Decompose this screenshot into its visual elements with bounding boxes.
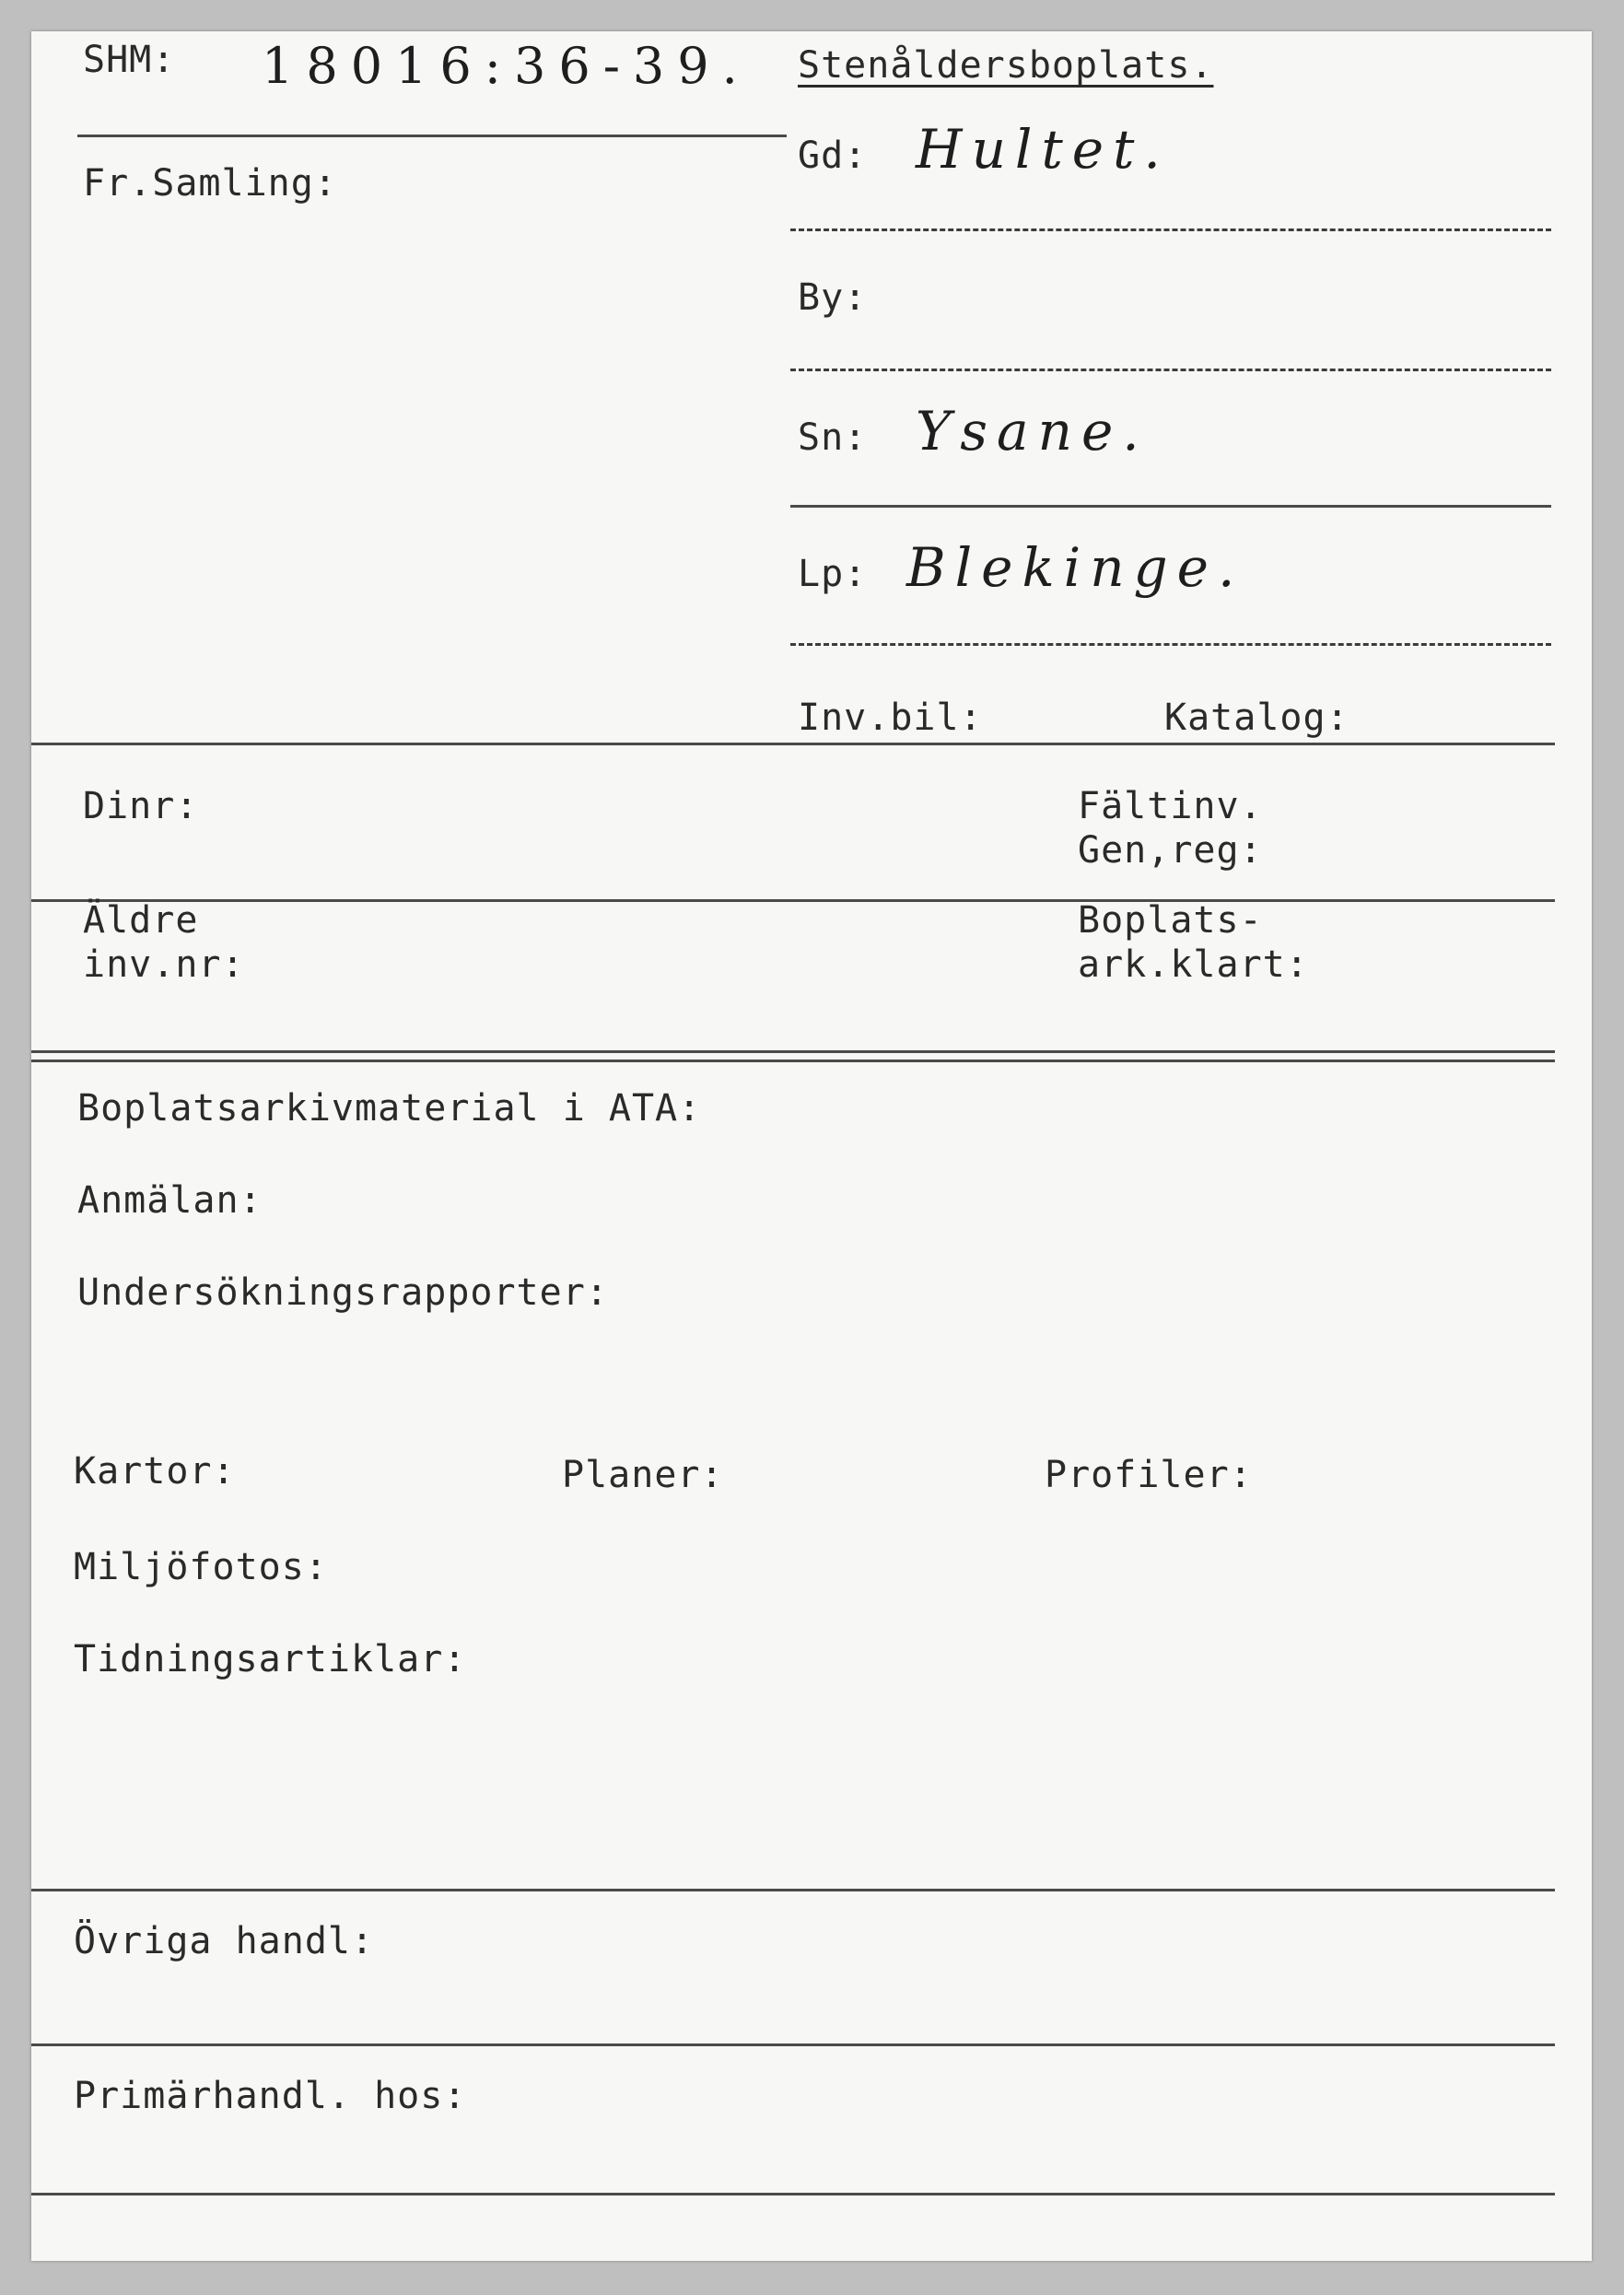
site-type-title: Stenåldersboplats. bbox=[798, 44, 1214, 87]
index-card bbox=[31, 31, 1592, 2261]
undersokning-label: Undersökningsrapporter: bbox=[77, 1271, 609, 1314]
archive-heading: Boplatsarkivmaterial i ATA: bbox=[77, 1087, 702, 1130]
sn-label: Sn: bbox=[798, 416, 868, 459]
gd-line bbox=[790, 228, 1551, 231]
anmalan-label: Anmälan: bbox=[77, 1179, 263, 1222]
boplats-label-1: Boplats- bbox=[1078, 899, 1263, 942]
aldre-label-2: inv.nr: bbox=[83, 943, 245, 986]
shm-label: SHM: bbox=[83, 39, 176, 81]
section-divider-4 bbox=[31, 1889, 1555, 1891]
dinr-label: Dinr: bbox=[83, 785, 199, 827]
section-divider-2 bbox=[31, 899, 1555, 902]
planer-label: Planer: bbox=[562, 1454, 724, 1496]
kartor-label: Kartor: bbox=[74, 1450, 236, 1493]
section-divider-6 bbox=[31, 2193, 1555, 2195]
sn-value: Ysane. bbox=[916, 400, 1149, 463]
tidningsartiklar-label: Tidningsartiklar: bbox=[74, 1638, 467, 1680]
section-divider-3a bbox=[31, 1050, 1555, 1053]
ovriga-label: Övriga handl: bbox=[74, 1920, 375, 1962]
lp-line bbox=[790, 643, 1551, 646]
katalog-label: Katalog: bbox=[1164, 697, 1349, 739]
gd-label: Gd: bbox=[798, 135, 868, 177]
by-line bbox=[790, 369, 1551, 371]
aldre-label-1: Äldre bbox=[83, 899, 199, 942]
sn-line bbox=[790, 505, 1551, 508]
lp-label: Lp: bbox=[798, 553, 868, 595]
primar-label: Primärhandl. hos: bbox=[74, 2075, 467, 2117]
fr-samling-label: Fr.Samling: bbox=[83, 162, 337, 205]
gd-value: Hultet. bbox=[916, 118, 1170, 181]
lp-value: Blekinge. bbox=[906, 536, 1244, 599]
boplats-label-2: ark.klart: bbox=[1078, 943, 1309, 986]
shm-value: 18016:36-39. bbox=[262, 37, 751, 95]
section-divider-1 bbox=[31, 743, 1555, 745]
section-divider-5 bbox=[31, 2043, 1555, 2046]
section-divider-3b bbox=[31, 1060, 1555, 1062]
by-label: By: bbox=[798, 276, 868, 319]
header-divider bbox=[77, 135, 787, 137]
genreg-label: Gen,reg: bbox=[1078, 829, 1263, 872]
miljofotos-label: Miljöfotos: bbox=[74, 1546, 328, 1588]
inv-bil-label: Inv.bil: bbox=[798, 697, 983, 739]
profiler-label: Profiler: bbox=[1045, 1454, 1253, 1496]
faltinv-label: Fältinv. bbox=[1078, 785, 1263, 827]
